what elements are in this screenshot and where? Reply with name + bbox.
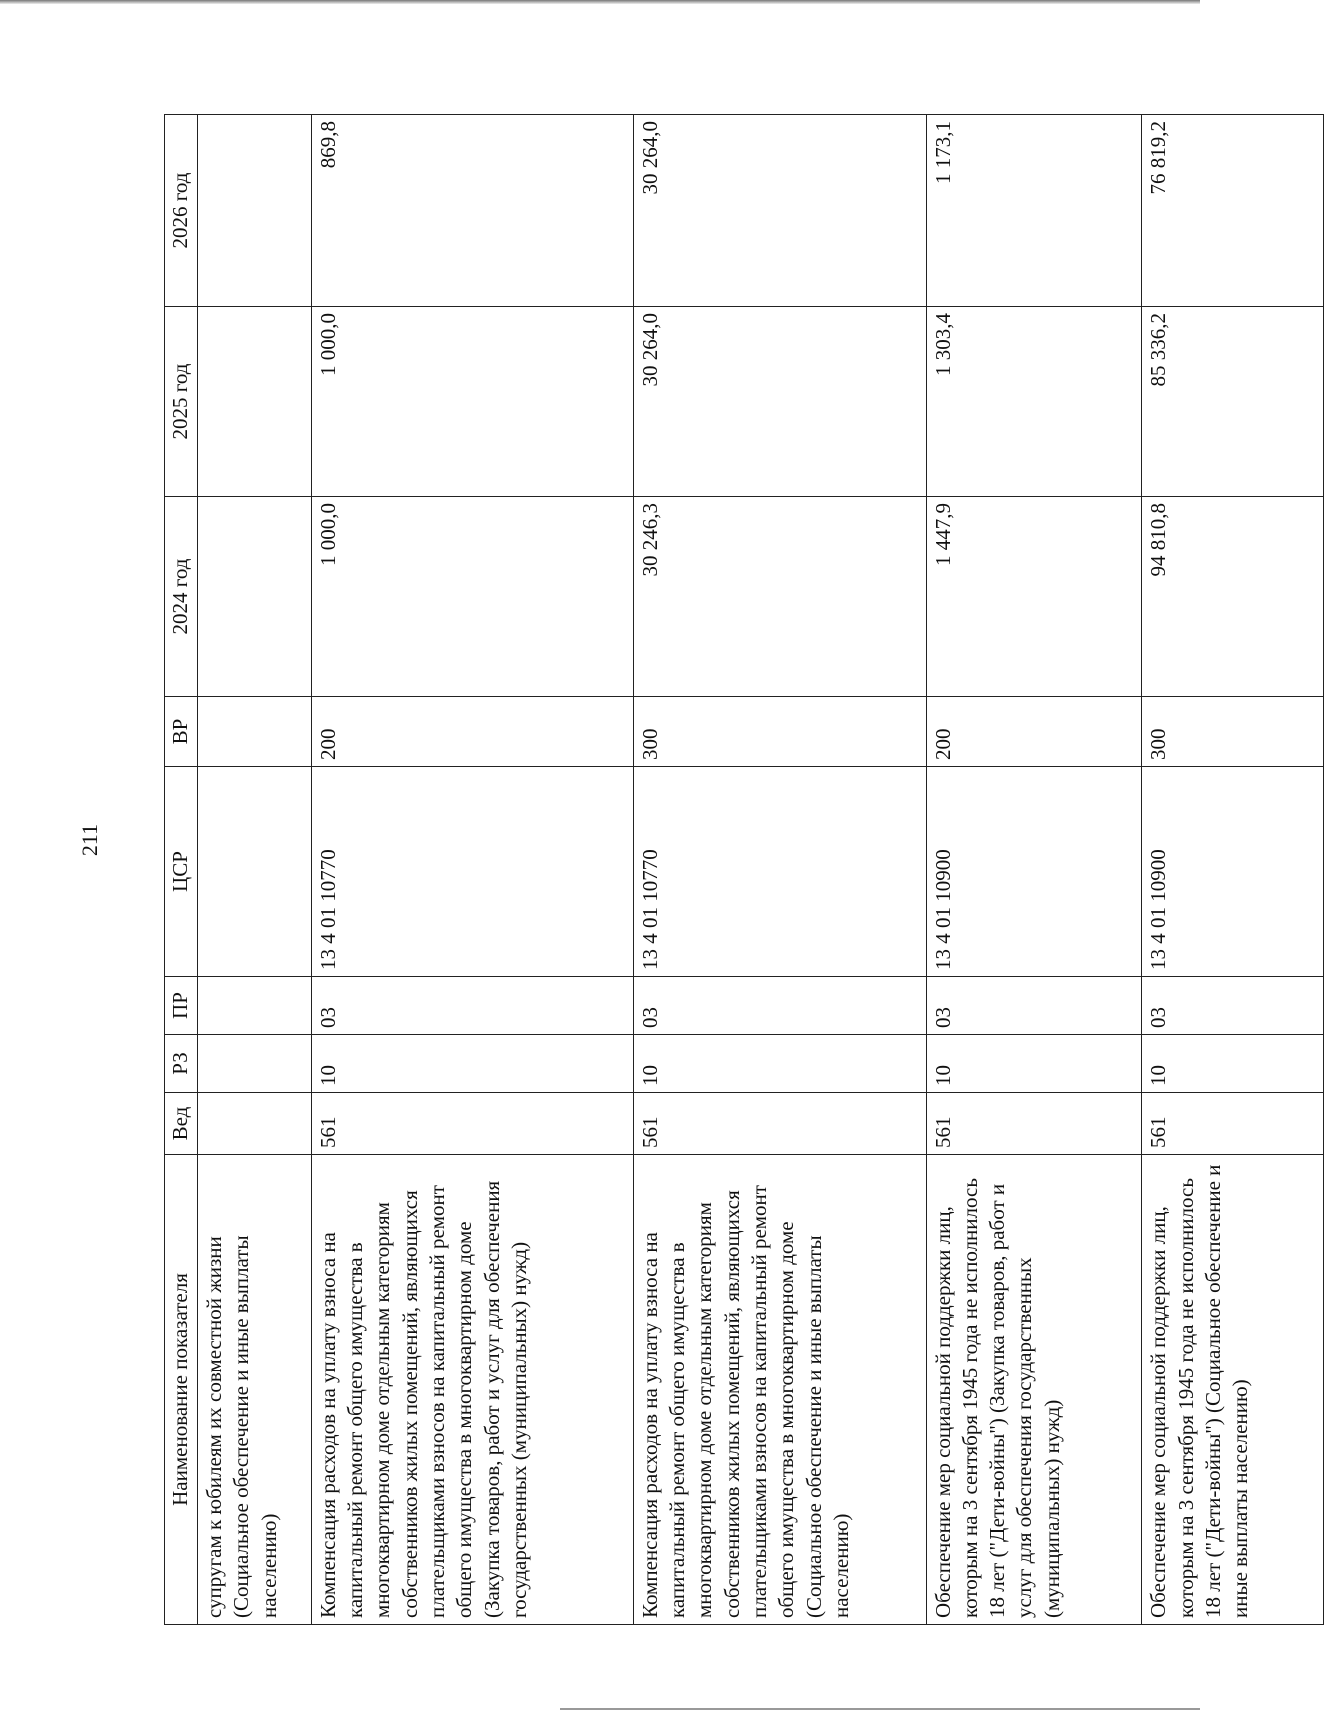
cell-vr: 200	[926, 697, 1142, 767]
table-row	[926, 115, 1142, 1625]
header-vr: ВР	[165, 697, 198, 767]
table-header-row	[165, 115, 198, 1625]
cell-2025	[198, 307, 312, 497]
cell-2025: 1 303,4	[926, 307, 1142, 497]
cell-pr: 03	[1142, 977, 1324, 1035]
cell-vr: 300	[1142, 697, 1324, 767]
cell-rz: 10	[311, 1035, 633, 1093]
cell-name: Компенсация расходов на уплату взноса на капитальный ремонт общего имущества в многоквартирном доме отдельным категориям собственников жилых помещений, являющихся плательщиками взносов на капитальный ремонт общего имущества в многоквартирном доме (Социальное обеспечение и иные выплаты населению)	[633, 1155, 926, 1625]
cell-csr: 13 4 01 10770	[311, 767, 633, 977]
cell-vr: 200	[311, 697, 633, 767]
table-row	[1142, 115, 1324, 1625]
header-ved: Вед	[165, 1093, 198, 1155]
cell-2025: 85 336,2	[1142, 307, 1324, 497]
cell-ved: 561	[633, 1093, 926, 1155]
cell-2026	[198, 115, 312, 307]
cell-2025: 30 264,0	[633, 307, 926, 497]
header-2024: 2024 год	[165, 497, 198, 697]
cell-2024	[198, 497, 312, 697]
scan-edge-top	[0, 0, 1200, 4]
cell-2026: 1 173,1	[926, 115, 1142, 307]
cell-2026: 30 264,0	[633, 115, 926, 307]
cell-csr	[198, 767, 312, 977]
cell-pr: 03	[311, 977, 633, 1035]
cell-name: Обеспечение мер социальной поддержки лиц, которым на 3 сентября 1945 года не исполнилось 18 лет ("Дети-войны") (Социальное обеспечение и иные выплаты населению)	[1142, 1155, 1324, 1625]
cell-vr	[198, 697, 312, 767]
header-name: Наименование показателя	[165, 1155, 198, 1625]
table-row	[311, 115, 633, 1625]
budget-table	[164, 114, 1324, 1625]
cell-csr: 13 4 01 10900	[926, 767, 1142, 977]
header-rz: РЗ	[165, 1035, 198, 1093]
cell-pr: 03	[633, 977, 926, 1035]
cell-ved	[198, 1093, 312, 1155]
cell-2024: 1 447,9	[926, 497, 1142, 697]
cell-2026: 76 819,2	[1142, 115, 1324, 307]
page-number: 211	[77, 823, 102, 857]
cell-ved: 561	[311, 1093, 633, 1155]
cell-2025: 1 000,0	[311, 307, 633, 497]
cell-csr: 13 4 01 10770	[633, 767, 926, 977]
cell-csr: 13 4 01 10900	[1142, 767, 1324, 977]
cell-vr: 300	[633, 697, 926, 767]
table-row	[633, 115, 926, 1625]
header-csr: ЦСР	[165, 767, 198, 977]
cell-pr	[198, 977, 312, 1035]
cell-2026: 869,8	[311, 115, 633, 307]
cell-2024: 94 810,8	[1142, 497, 1324, 697]
cell-2024: 1 000,0	[311, 497, 633, 697]
header-2025: 2025 год	[165, 307, 198, 497]
header-2026: 2026 год	[165, 115, 198, 307]
table-wrapper	[164, 115, 1324, 1625]
cell-name: Обеспечение мер социальной поддержки лиц, которым на 3 сентября 1945 года не исполнилось 18 лет ("Дети-войны") (Закупка товаров, работ и услуг для обеспечения государственных (муниципальных) нужд)	[926, 1155, 1142, 1625]
cell-rz: 10	[926, 1035, 1142, 1093]
scan-edge-bottom	[560, 1708, 1200, 1710]
table-row	[198, 115, 312, 1625]
cell-rz: 10	[633, 1035, 926, 1093]
cell-2024: 30 246,3	[633, 497, 926, 697]
cell-rz: 10	[1142, 1035, 1324, 1093]
header-pr: ПР	[165, 977, 198, 1035]
cell-ved: 561	[926, 1093, 1142, 1155]
cell-rz	[198, 1035, 312, 1093]
cell-name: Компенсация расходов на уплату взноса на капитальный ремонт общего имущества в многоквартирном доме отдельным категориям собственников жилых помещений, являющихся плательщиками взносов на капитальный ремонт общего имущества в многоквартирном доме (Закупка товаров, работ и услуг для обеспечения государственных (муниципальных) нужд)	[311, 1155, 633, 1625]
cell-name: супругам к юбилеям их совместной жизни (Социальное обеспечение и иные выплаты населению)	[198, 1155, 312, 1625]
cell-pr: 03	[926, 977, 1142, 1035]
cell-ved: 561	[1142, 1093, 1324, 1155]
